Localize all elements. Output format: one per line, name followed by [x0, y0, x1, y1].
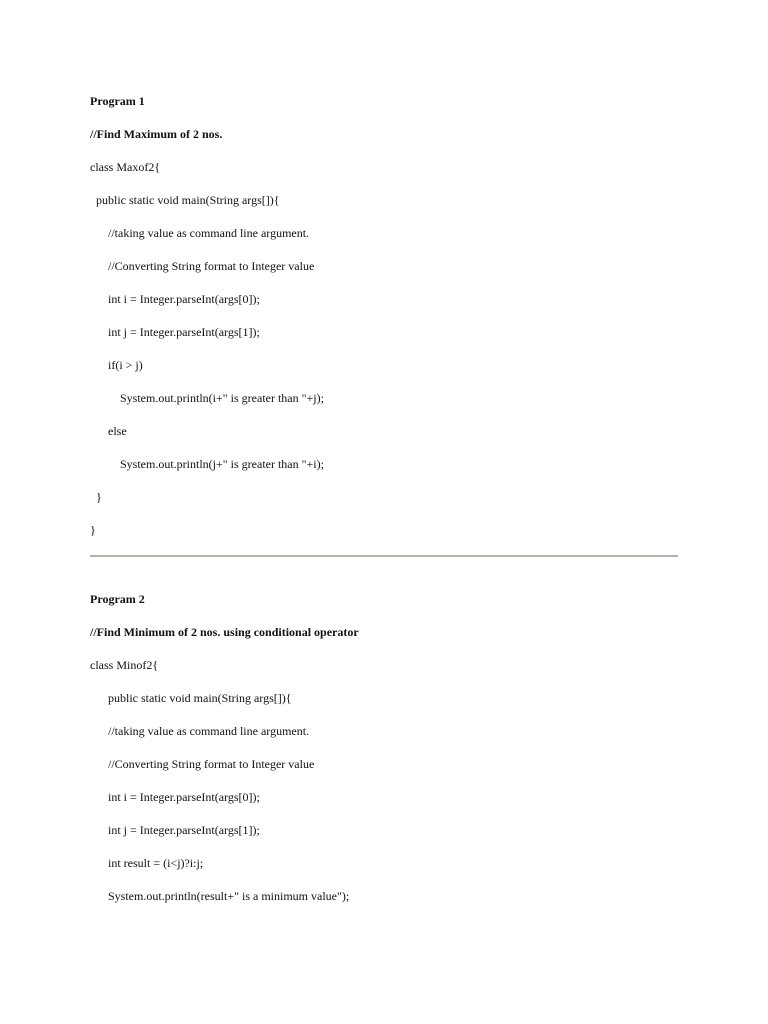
- program2-heading: Program 2: [90, 592, 145, 606]
- code-line: public static void main(String args[]){: [90, 193, 280, 207]
- code-line: //Converting String format to Integer value: [90, 757, 315, 771]
- code-line: //Converting String format to Integer value: [90, 259, 315, 273]
- program1-heading: Program 1: [90, 94, 145, 108]
- code-line: }: [90, 523, 96, 537]
- code-line: //taking value as command line argument.: [90, 724, 310, 738]
- code-line: class Minof2{: [90, 658, 159, 672]
- code-line: else: [90, 424, 127, 438]
- code-line: System.out.println(i+" is greater than "+j);: [90, 391, 324, 405]
- code-line: System.out.println(result+" is a minimum value");: [90, 889, 350, 903]
- code-line: }: [90, 490, 102, 504]
- code-line: class Maxof2{: [90, 160, 161, 174]
- code-line: if(i > j): [90, 358, 143, 372]
- code-line: //taking value as command line argument.: [90, 226, 310, 240]
- program1-comment: //Find Maximum of 2 nos.: [90, 127, 223, 141]
- code-line: int j = Integer.parseInt(args[1]);: [90, 823, 260, 837]
- code-line: int result = (i<j)?i:j;: [90, 856, 204, 870]
- code-line: public static void main(String args[]){: [90, 691, 292, 705]
- program2-comment: //Find Minimum of 2 nos. using conditional operator: [90, 625, 359, 639]
- code-line: int i = Integer.parseInt(args[0]);: [90, 790, 260, 804]
- code-line: int i = Integer.parseInt(args[0]);: [90, 292, 260, 306]
- section-divider: [90, 555, 678, 557]
- code-line: int j = Integer.parseInt(args[1]);: [90, 325, 260, 339]
- code-line: System.out.println(j+" is greater than "+i);: [90, 457, 324, 471]
